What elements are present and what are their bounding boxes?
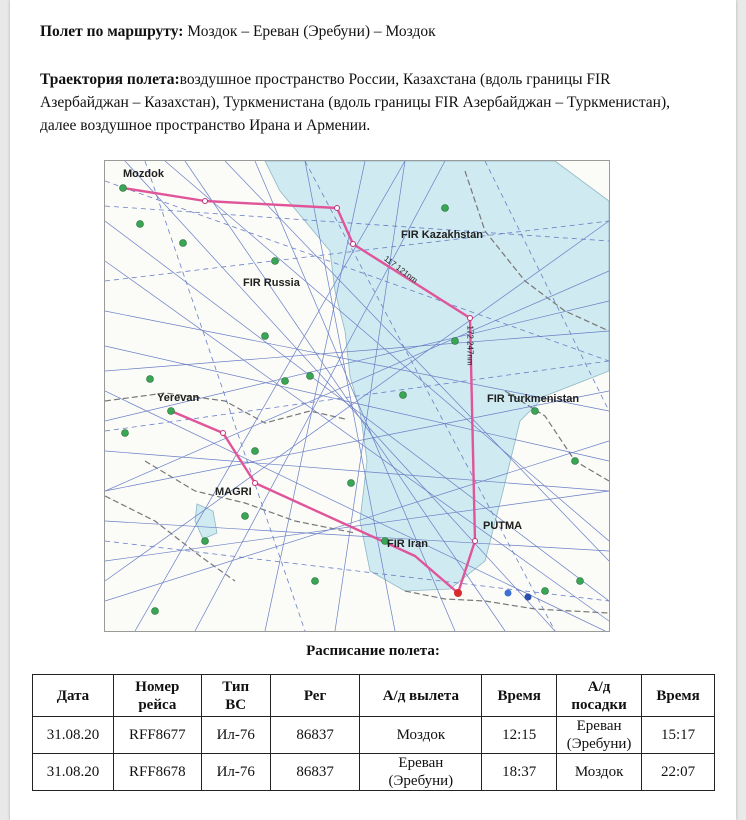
- cell-type: Ил-76: [201, 717, 270, 754]
- cell-dep: Моздок: [360, 717, 482, 754]
- header-arr-time: Время: [642, 675, 715, 717]
- label-fir-kazakhstan: FIR Kazakhstan: [401, 229, 483, 241]
- label-mozdok: Mozdok: [123, 168, 164, 180]
- cell-arr: Ереван (Эребуни): [557, 717, 642, 754]
- label-magri: MAGRI: [215, 486, 252, 498]
- cell-arr-time: 15:17: [642, 717, 715, 754]
- label-fir-russia: FIR Russia: [243, 277, 300, 289]
- border-point-blue-1: [505, 590, 512, 597]
- trajectory-text: воздушное пространство России, Казахстана (вдоль границы FIR Азербайджан – Казахстан), Туркменистана (вдоль границы FIR Азербайджан – Туркменистан), далее воздушное пространство Ирана и Армении.: [40, 71, 670, 134]
- cell-dep-time: 12:15: [482, 717, 557, 754]
- route-label: Полет по маршруту:: [40, 23, 184, 40]
- trajectory-paragraph: [40, 68, 690, 137]
- header-date: Дата: [33, 675, 114, 717]
- label-segment-2: 172 247nm: [465, 325, 475, 366]
- label-fir-iran: FIR Iran: [387, 538, 428, 550]
- border-point-blue-2: [525, 594, 532, 601]
- cell-date: 31.08.20: [33, 717, 114, 754]
- schedule-title: Расписание полета:: [306, 643, 440, 659]
- label-fir-turkmenistan: FIR Turkmenistan: [487, 393, 580, 405]
- label-yerevan: Yerevan: [157, 392, 200, 404]
- header-dep-time: Время: [482, 675, 557, 717]
- table-row: [33, 717, 715, 754]
- cell-arr-time: 22:07: [642, 754, 715, 791]
- cell-reg: 86837: [270, 717, 360, 754]
- cell-arr: Моздок: [557, 754, 642, 791]
- cell-dep: Ереван (Эребуни): [360, 754, 482, 791]
- border-point-red: [454, 589, 462, 597]
- cell-date: 31.08.20: [33, 754, 114, 791]
- route-paragraph: [40, 20, 690, 43]
- table-header-row: [33, 675, 715, 717]
- route-text: Моздок – Ереван (Эребуни) – Моздок: [183, 23, 436, 40]
- header-reg: Рег: [270, 675, 360, 717]
- cell-flight: RFF8678: [113, 754, 201, 791]
- schedule-table: [32, 674, 715, 791]
- route-map: [104, 160, 610, 632]
- caspian-sea: [265, 161, 609, 591]
- trajectory-label: Траектория полета:: [40, 71, 180, 88]
- label-segment-1: 117 121nm: [382, 254, 420, 285]
- cell-dep-time: 18:37: [482, 754, 557, 791]
- header-flight: Номер рейса: [113, 675, 201, 717]
- header-type: Тип ВС: [201, 675, 270, 717]
- cell-flight: RFF8677: [113, 717, 201, 754]
- cell-reg: 86837: [270, 754, 360, 791]
- cell-type: Ил-76: [201, 754, 270, 791]
- header-dep: А/д вылета: [360, 675, 482, 717]
- table-row: [33, 754, 715, 791]
- header-arr: А/д посадки: [557, 675, 642, 717]
- label-putma: PUTMA: [483, 520, 523, 532]
